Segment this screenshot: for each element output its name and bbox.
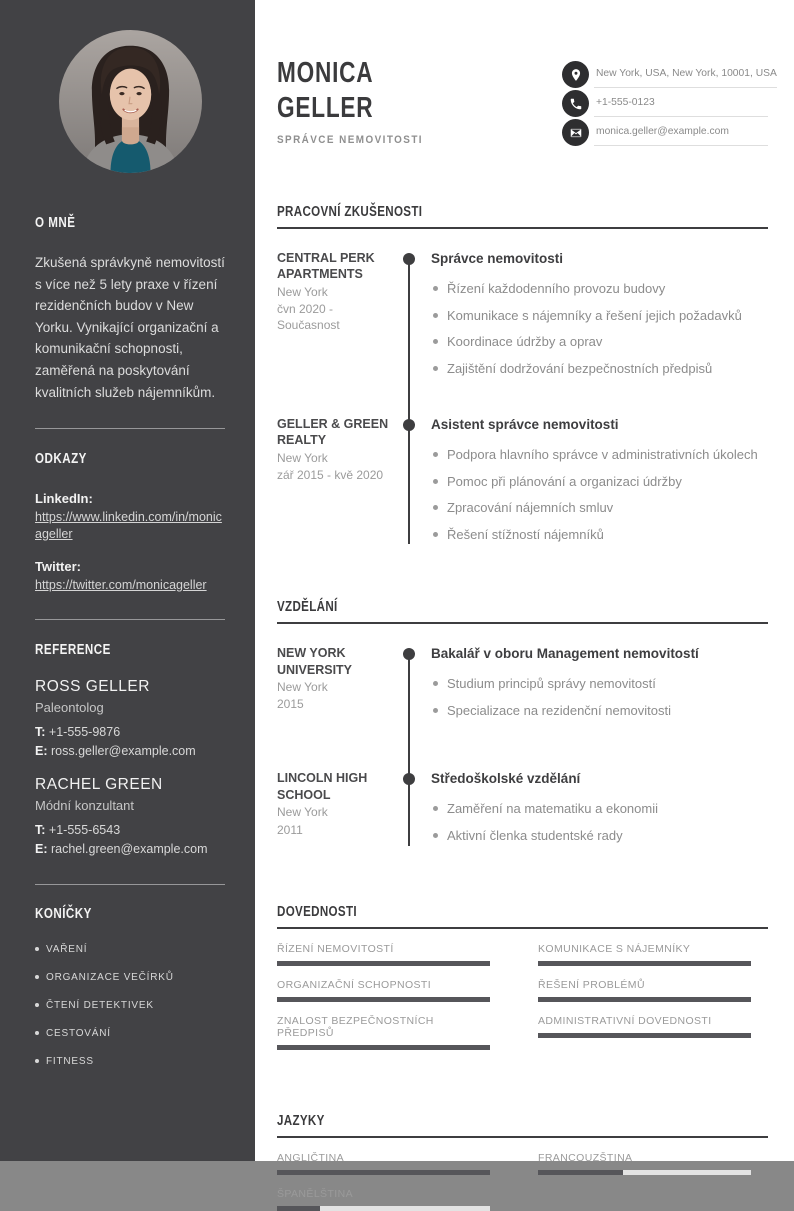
entry-details xyxy=(431,250,768,386)
skill-bar xyxy=(277,997,490,1002)
bullet-item: Komunikace s nájemníky a řešení jejich požadavků xyxy=(431,307,768,325)
reference-item xyxy=(35,776,225,859)
education-heading: VZDĚLÁNÍ xyxy=(277,599,338,616)
entry-meta xyxy=(277,250,399,386)
bullet-item: Studium principů správy nemovitostí xyxy=(431,675,768,693)
section-rule xyxy=(277,622,768,624)
bullet-item: Pomoc při plánování a organizaci údržby xyxy=(431,473,768,491)
sidebar-divider xyxy=(35,619,225,620)
reference-title: Paleontolog xyxy=(35,699,104,715)
degree-bullets xyxy=(431,800,768,844)
timeline-dot xyxy=(403,253,415,265)
skill-bar xyxy=(538,1033,751,1038)
experience-entry xyxy=(277,416,768,552)
section-rule xyxy=(277,927,768,929)
skills-heading: DOVEDNOSTI xyxy=(277,903,357,920)
name-block xyxy=(277,56,562,147)
language-bar xyxy=(277,1170,490,1175)
linkedin-label: LinkedIn: xyxy=(35,491,93,507)
hobby-item: ČTENÍ DETEKTIVEK xyxy=(35,1000,225,1011)
contact-row-location xyxy=(562,60,777,89)
company-location: New York xyxy=(277,450,328,465)
job-bullets xyxy=(431,280,768,377)
job-role: Správce nemovitosti xyxy=(431,251,564,266)
portrait-illustration xyxy=(59,30,202,173)
last-name: GELLER xyxy=(277,92,374,124)
skill-label: ŘEŠENÍ PROBLÉMŮ xyxy=(538,978,645,991)
hobby-item: CESTOVÁNÍ xyxy=(35,1028,225,1039)
section-experience xyxy=(277,204,768,552)
job-dates: čvn 2020 - Současnost xyxy=(277,302,340,332)
experience-timeline xyxy=(277,250,768,552)
bullet-item: Zpracování nájemních smluv xyxy=(431,499,768,517)
skill-label: ZNALOST BEZPEČNOSTNÍCH PŘEDPISŮ xyxy=(277,1014,434,1039)
reference-name: RACHEL GREEN xyxy=(35,776,163,794)
contact-location: New York, USA, New York, 10001, USA xyxy=(594,61,777,88)
education-timeline xyxy=(277,645,768,853)
skill-item xyxy=(277,979,490,1002)
section-rule xyxy=(277,227,768,229)
language-label: FRANCOUZŠTINA xyxy=(538,1151,633,1164)
reference-contact: T: +1-555-9876 E: ross.geller@example.com xyxy=(35,724,196,758)
degree: Bakalář v oboru Management nemovitostí xyxy=(431,646,699,662)
company-name: GELLER & GREEN REALTY xyxy=(277,417,389,448)
degree: Středoškolské vzdělání xyxy=(431,771,581,787)
about-heading: O MNĚ xyxy=(35,215,76,231)
languages-heading: JAZYKY xyxy=(277,1112,325,1129)
language-item xyxy=(277,1188,490,1211)
skill-bar xyxy=(538,997,751,1002)
link-item-twitter xyxy=(35,559,225,594)
skill-label: ADMINISTRATIVNÍ DOVEDNOSTI xyxy=(538,1014,712,1027)
link-item-linkedin xyxy=(35,491,225,543)
skill-item xyxy=(538,1015,751,1050)
sidebar xyxy=(0,0,255,1161)
main-content xyxy=(255,0,794,1200)
job-role: Asistent správce nemovitosti xyxy=(431,417,619,433)
phone-icon xyxy=(562,90,589,117)
school-year: 2015 xyxy=(277,697,304,712)
section-education xyxy=(277,599,768,853)
language-item xyxy=(277,1152,490,1175)
bullet-item: Řešení stížností nájemníků xyxy=(431,526,768,544)
entry-meta xyxy=(277,770,399,853)
entry-details xyxy=(431,770,768,853)
experience-heading: PRACOVNÍ ZKUŠENOSTI xyxy=(277,204,423,220)
skill-item xyxy=(277,1015,490,1050)
job-dates: zář 2015 - kvě 2020 xyxy=(277,468,384,483)
page-job-title: SPRÁVCE NEMOVITOSTI xyxy=(277,134,423,146)
profile-photo xyxy=(59,30,202,173)
language-bar xyxy=(277,1206,490,1211)
skill-label: ORGANIZAČNÍ SCHOPNOSTI xyxy=(277,978,432,991)
bullet-item: Aktivní členka studentské rady xyxy=(431,827,768,845)
entry-details xyxy=(431,645,768,728)
contact-phone: +1-555-0123 xyxy=(594,90,768,117)
first-name: MONICA xyxy=(277,57,374,89)
twitter-label: Twitter: xyxy=(35,558,81,574)
experience-entry xyxy=(277,250,768,386)
school-year: 2011 xyxy=(277,822,303,837)
bullet-item: Zaměření na matematiku a ekonomii xyxy=(431,800,768,818)
school-name: LINCOLN HIGH SCHOOL xyxy=(277,771,368,802)
linkedin-link[interactable]: https://www.linkedin.com/in/monicageller xyxy=(35,510,222,542)
header xyxy=(277,56,777,147)
contact-row-phone xyxy=(562,89,768,118)
languages-grid xyxy=(277,1152,768,1211)
bullet-item: Specializace na rezidenční nemovitosti xyxy=(431,702,768,720)
language-label: ŠPANĚLŠTINA xyxy=(277,1187,353,1200)
reference-name: ROSS GELLER xyxy=(35,677,150,695)
bullet-item: Koordinace údržby a oprav xyxy=(431,333,768,351)
bullet-item: Zajištění dodržování bezpečnostních předpisů xyxy=(431,360,768,378)
language-bar xyxy=(538,1170,751,1175)
school-location: New York xyxy=(277,679,328,694)
hobbies-heading: KONÍČKY xyxy=(35,905,92,922)
sidebar-divider xyxy=(35,884,225,885)
twitter-link[interactable]: https://twitter.com/monicageller xyxy=(35,577,207,592)
company-location: New York xyxy=(277,284,328,299)
school-location: New York xyxy=(277,804,328,819)
school-name: NEW YORK UNIVERSITY xyxy=(277,646,353,677)
hobbies-list xyxy=(35,944,225,1067)
entry-meta xyxy=(277,416,399,552)
language-label: ANGLIČTINA xyxy=(277,1151,345,1164)
sidebar-divider xyxy=(35,428,225,429)
contact-email: monica.geller@example.com xyxy=(594,119,768,146)
job-bullets xyxy=(431,446,768,543)
skill-item xyxy=(277,943,490,966)
entry-meta xyxy=(277,645,399,728)
location-icon xyxy=(562,61,589,88)
contact-row-email xyxy=(562,118,768,147)
reference-title: Módní konzultant xyxy=(35,798,135,814)
contact-block xyxy=(562,60,777,147)
education-entry xyxy=(277,645,768,728)
hobby-item: FITNESS xyxy=(35,1056,225,1067)
reference-contact: T: +1-555-6543 E: rachel.green@example.com xyxy=(35,823,208,857)
hobby-item: VAŘENÍ xyxy=(35,944,225,955)
entry-details xyxy=(431,416,768,552)
education-entry xyxy=(277,770,768,853)
skill-item xyxy=(538,979,751,1002)
links-heading: ODKAZY xyxy=(35,451,87,468)
section-skills xyxy=(277,904,768,1050)
skills-grid xyxy=(277,943,768,1050)
section-languages xyxy=(277,1113,768,1211)
skill-bar xyxy=(277,961,490,966)
about-text: Zkušená správkyně nemovitostí s více než 5 lety praxe v řízení rezidenčních budov v New Yorku. Vynikající organizační a komunikační schopnosti, zaměřená na poskytování kvalitních služeb nájemníkům. xyxy=(35,255,225,400)
skill-label: ŘÍZENÍ NEMOVITOSTÍ xyxy=(277,942,394,955)
reference-item xyxy=(35,678,225,761)
skill-item xyxy=(538,943,751,966)
skill-bar xyxy=(277,1045,490,1050)
hobby-item: ORGANIZACE VEČÍRKŮ xyxy=(35,972,225,983)
section-rule xyxy=(277,1136,768,1138)
language-item xyxy=(538,1152,751,1175)
skill-label: KOMUNIKACE S NÁJEMNÍKY xyxy=(538,942,691,955)
references-heading: REFERENCE xyxy=(35,641,111,658)
email-icon xyxy=(562,119,589,146)
bullet-item: Řízení každodenního provozu budovy xyxy=(431,280,768,298)
company-name: CENTRAL PERK APARTMENTS xyxy=(277,251,375,282)
degree-bullets xyxy=(431,675,768,719)
bullet-item: Podpora hlavního správce v administrativních úkolech xyxy=(431,446,768,464)
skill-bar xyxy=(538,961,751,966)
